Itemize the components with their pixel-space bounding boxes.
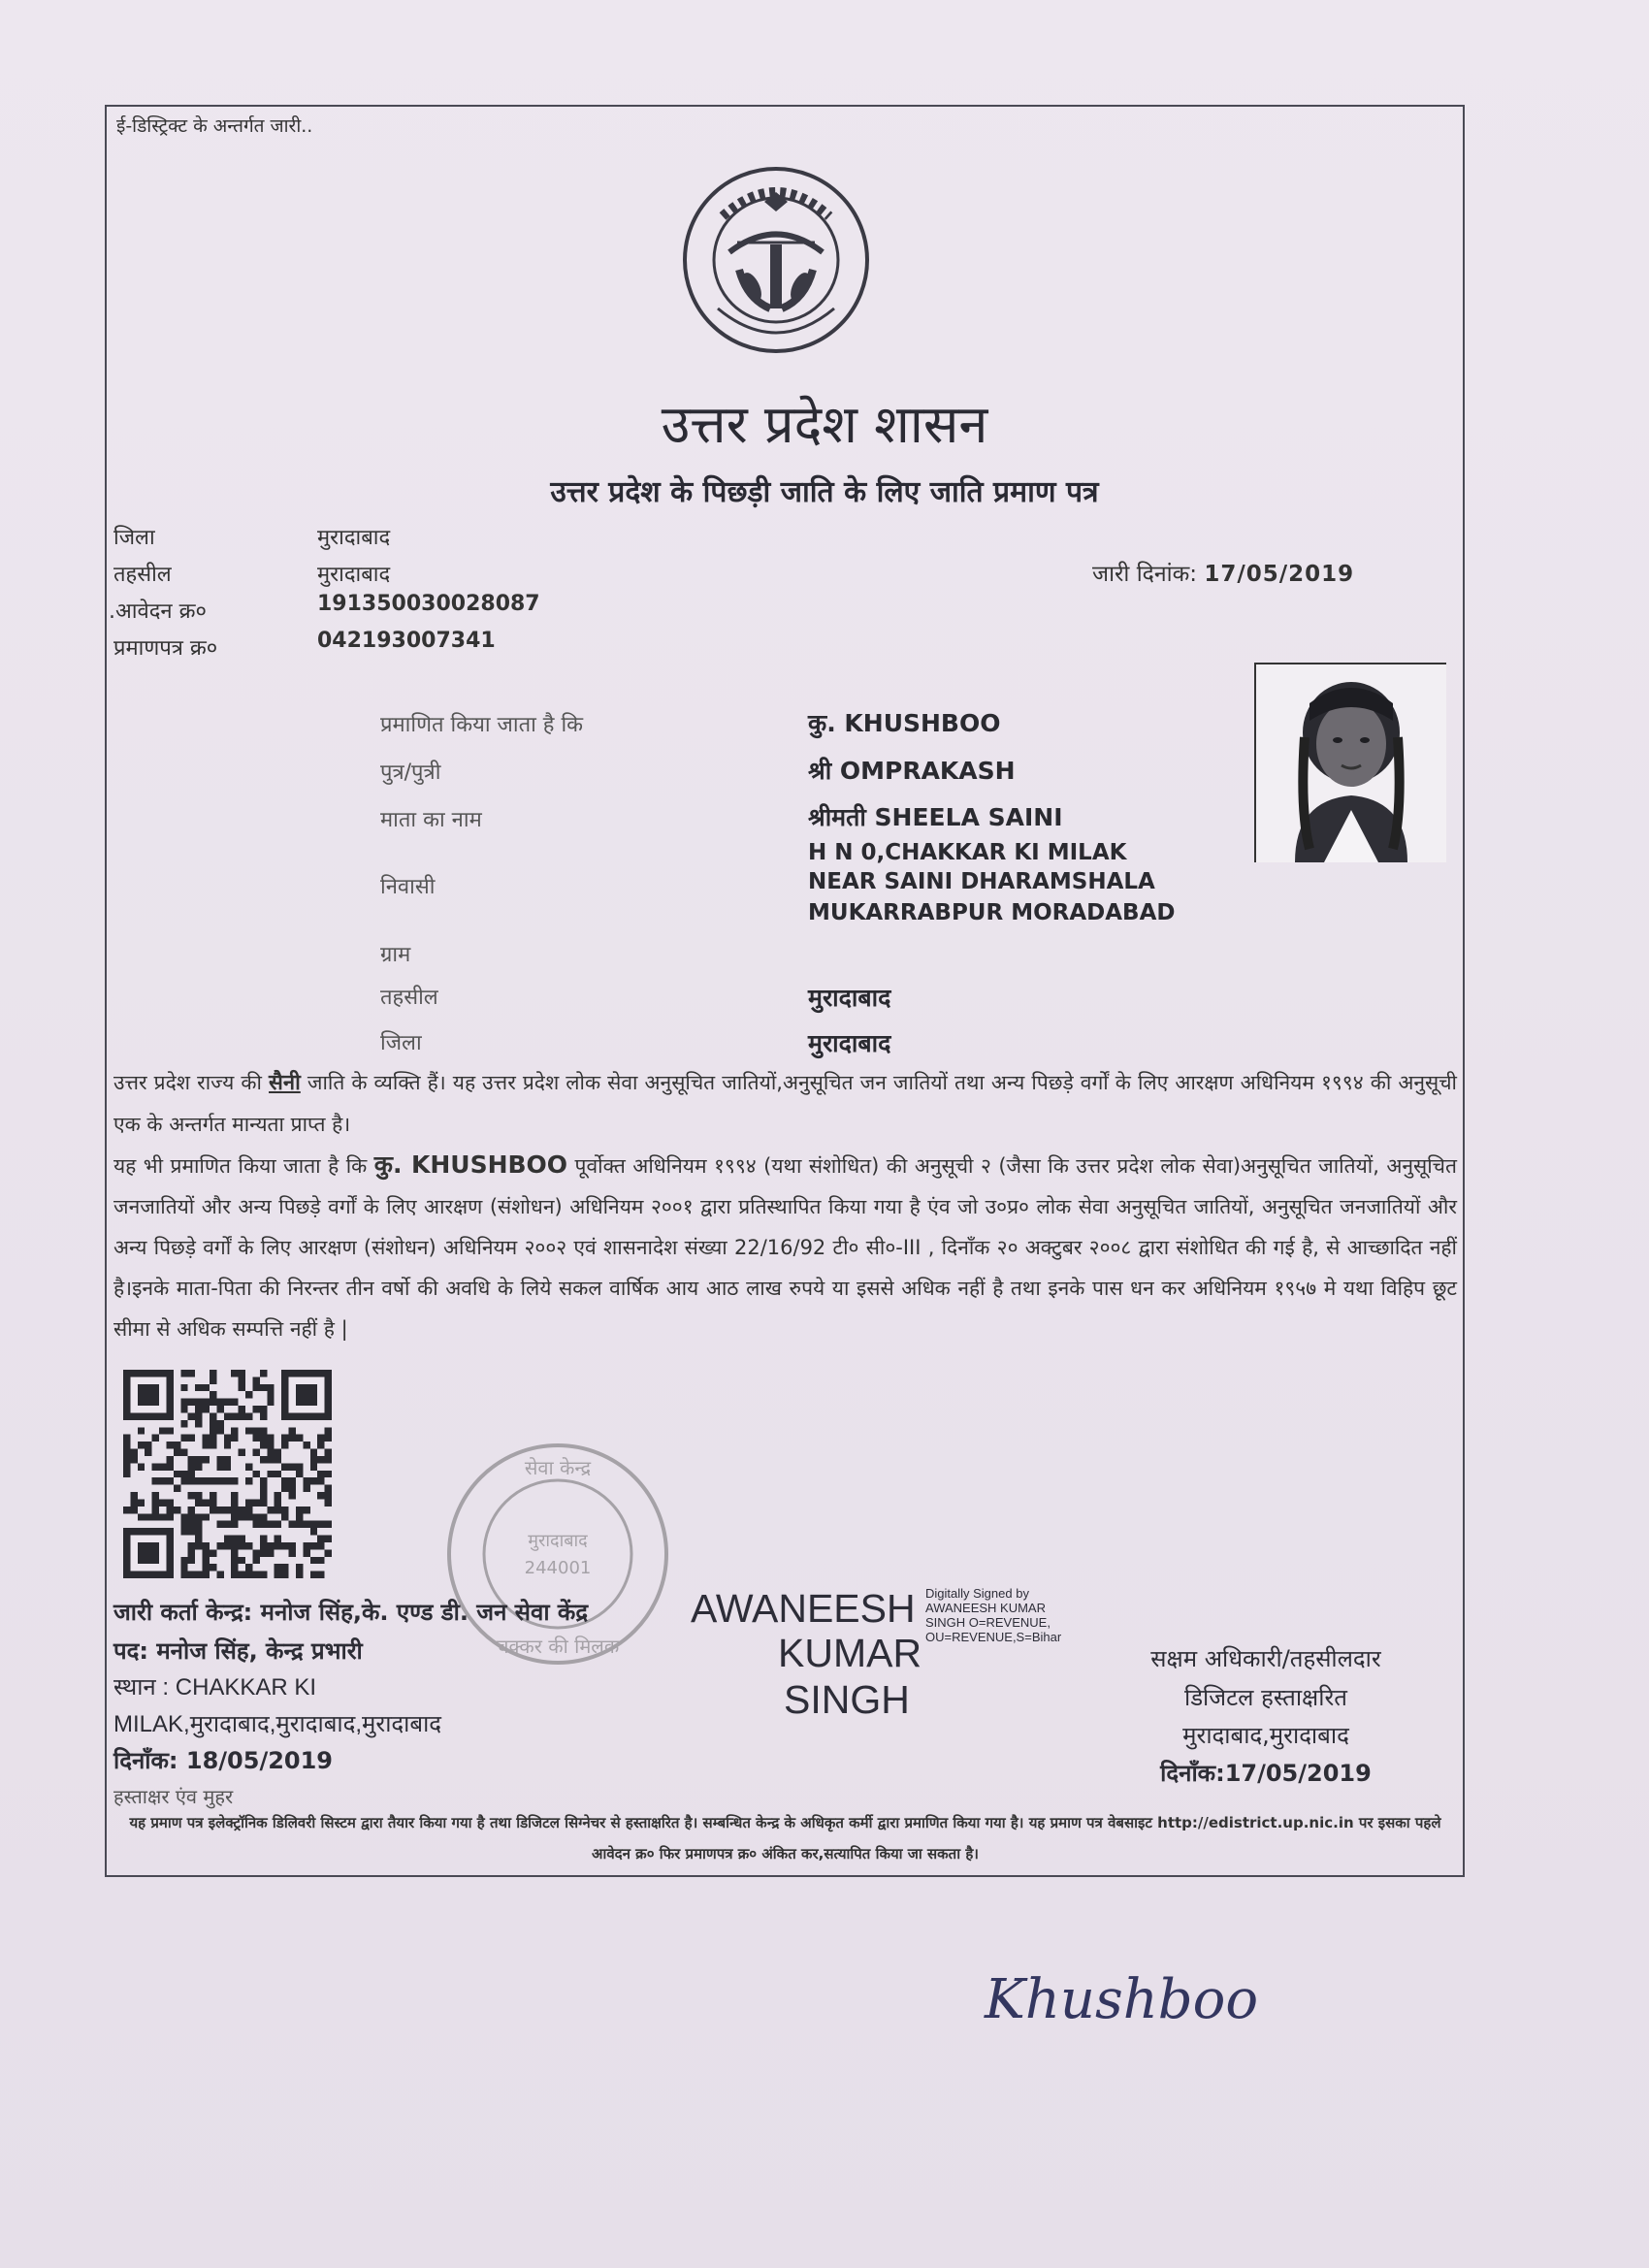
district-value: मुरादाबाद xyxy=(317,526,391,550)
issuing-center: जारी कर्ता केन्द्र: मनोज सिंह,के. एण्ड डी. जन सेवा केंद्र xyxy=(113,1599,589,1626)
issuer-place-line-1: स्थान : CHAKKAR KI xyxy=(113,1674,317,1701)
up-government-emblem-icon xyxy=(679,163,873,357)
verification-footnote: यह प्रमाण पत्र इलेक्ट्रॉनिक डिलिवरी सिस्टम द्वारा तैयार किया गया है तथा डिजिटल सिग्नेचर से हस्ताक्षरित है। सम्बन्धित केन्द्र के अधिकृत कर्मी द्वारा प्रमाणित किया गया है। यह प्रमाण पत्र वेबसाइट http://edistrict.up.nic.in पर इसका पहले आवेदन क्र० फिर प्रमाणपत्र क्र० अंकित कर,सत्यापित किया जा सकता है। xyxy=(129,1814,1441,1863)
district-label: जिला xyxy=(113,526,155,550)
applicant-name: कु. KHUSHBOO xyxy=(808,709,1001,737)
issue-date xyxy=(1092,557,1354,588)
svg-text:Khushboo: Khushboo xyxy=(985,1968,1259,2031)
application-number-value: 191350030028087 xyxy=(317,592,540,616)
non-creamy-layer-paragraph: यह भी प्रमाणित किया जाता है कि कु. KHUSHBOO पूर्वोक्त अधिनियम १९९४ (यथा संशोधित) की अनुसूची २ (जैसा कि उत्तर प्रदेश लोक सेवा)अनुसूचित जातियों, अनुसूचित जनजातियों और अन्य पिछड़े वर्गों के लिए आरक्षण (संशोधन) अधिनियम २००१ द्वारा प्रतिस्थापित किया गया है एंव जो उ०प्र० लोक सेवा अनुसूचित जातियों, अनुसूचित जनजातियों और अन्य पिछड़े वर्गों के लिए आरक्षण (संशोधन) अधिनियम २००२ एवं शासनादेश संख्या 22/16/92 टी० सी०-III , दिनाँक २० अक्टुबर २००८ द्वारा संशोधित की गई है, से आच्छादित नहीं है।इनके माता-पिता की निरन्तर तीन वर्षो की अवधि के लिये सकल वार्षिक आय आठ लाख रुपये या इससे अधिक नहीं है तथा इनके पास धन कर अधिनियम १९५७ मे यथा विहिप छूट सीमा से अधिक सम्पत्ति नहीं है | xyxy=(113,1150,1457,1341)
signer-name-line-1: AWANEESH xyxy=(691,1586,916,1631)
address-line-3: MUKARRABPUR MORADABAD xyxy=(808,900,1176,925)
issuer-date: दिनाँक: 18/05/2019 xyxy=(113,1747,334,1774)
issuer-place-line-2: MILAK,मुरादाबाद,मुरादाबाद,मुरादाबाद xyxy=(113,1711,442,1737)
field-district-value: मुरादाबाद xyxy=(808,1029,891,1057)
caste-name: सैनी xyxy=(269,1071,301,1095)
header-note: ई-डिस्ट्रिक्ट के अन्तर्गत जारी.. xyxy=(116,115,313,137)
village-label: ग्राम xyxy=(380,943,411,967)
svg-text:चक्कर की मिलक: चक्कर की मिलक xyxy=(496,1635,620,1658)
field-tehsil-label: तहसील xyxy=(380,986,438,1010)
signature-meta-2: AWANEESH KUMAR xyxy=(925,1601,1046,1615)
signer-name-line-2: KUMAR xyxy=(778,1631,922,1675)
signature-meta-4: OU=REVENUE,S=Bihar xyxy=(925,1630,1062,1644)
signature-meta-1: Digitally Signed by xyxy=(925,1586,1029,1601)
handwritten-signature xyxy=(975,1945,1266,2052)
father-name: श्री OMPRAKASH xyxy=(808,757,1016,785)
svg-text:मुरादाबाद: मुरादाबाद xyxy=(528,1531,588,1551)
certificate-number-label: प्रमाणपत्र क्र० xyxy=(113,636,218,661)
issue-date-value: 17/05/2019 xyxy=(1204,562,1355,587)
address-line-1: H N 0,CHAKKAR KI MILAK xyxy=(808,840,1127,865)
authority-title: सक्षम अधिकारी/तहसीलदार xyxy=(1150,1645,1381,1672)
child-of-label: पुत्र/पुत्री xyxy=(380,761,441,785)
tehsil-value: मुरादाबाद xyxy=(317,563,391,587)
authority-place: मुरादाबाद,मुरादाबाद xyxy=(1182,1722,1349,1749)
mother-name: श्रीमती SHEELA SAINI xyxy=(808,803,1063,831)
svg-text:सेवा केन्द्र: सेवा केन्द्र xyxy=(524,1456,592,1479)
certificate-government-title: उत्तर प्रदेश शासन xyxy=(661,394,988,455)
issue-date-label: जारी दिनांक: xyxy=(1092,562,1198,587)
caste-declaration-paragraph: उत्तर प्रदेश राज्य की सैनी जाति के व्यक्ति हैं। यह उत्तर प्रदेश लोक सेवा अनुसूचित जातियों,अनुसूचित जन जातियों तथा अन्य पिछड़े वर्गों के लिए आरक्षण अधिनियम १९९४ की अनुसूची एक के अन्तर्गत मान्यता प्राप्त है। xyxy=(113,1071,1457,1136)
authority-date: दिनाँक:17/05/2019 xyxy=(1160,1760,1372,1787)
qr-code-icon[interactable] xyxy=(118,1370,337,1578)
mother-label: माता का नाम xyxy=(380,808,482,832)
certified-label: प्रमाणित किया जाता है कि xyxy=(380,713,584,737)
address-line-2: NEAR SAINI DHARAMSHALA xyxy=(808,869,1155,894)
para-applicant-name: कु. KHUSHBOO xyxy=(373,1150,568,1179)
certificate-number-value: 042193007341 xyxy=(317,629,496,653)
signer-name-line-3: SINGH xyxy=(784,1677,910,1722)
svg-text:244001: 244001 xyxy=(524,1558,592,1578)
tehsil-label: तहसील xyxy=(113,563,172,587)
signature-meta-3: SINGH O=REVENUE, xyxy=(925,1615,1051,1630)
field-tehsil-value: मुरादाबाद xyxy=(808,984,891,1012)
center-seal-icon xyxy=(441,1438,674,1670)
issuer-post: पद: मनोज सिंह, केन्द्र प्रभारी xyxy=(113,1637,363,1665)
digital-signature xyxy=(691,1586,1098,1732)
authority-signed: डिजिटल हस्ताक्षरित xyxy=(1184,1684,1347,1711)
applicant-photo-icon xyxy=(1254,663,1446,862)
resident-label: निवासी xyxy=(380,875,436,899)
certificate-subtitle: उत्तर प्रदेश के पिछड़ी जाति के लिए जाति प्रमाण पत्र xyxy=(550,475,1099,509)
application-number-label: .आवेदन क्र० xyxy=(109,599,207,624)
issuer-sign-label: हस्ताक्षर एंव मुहर xyxy=(113,1785,234,1808)
field-district-label: जिला xyxy=(380,1031,422,1055)
